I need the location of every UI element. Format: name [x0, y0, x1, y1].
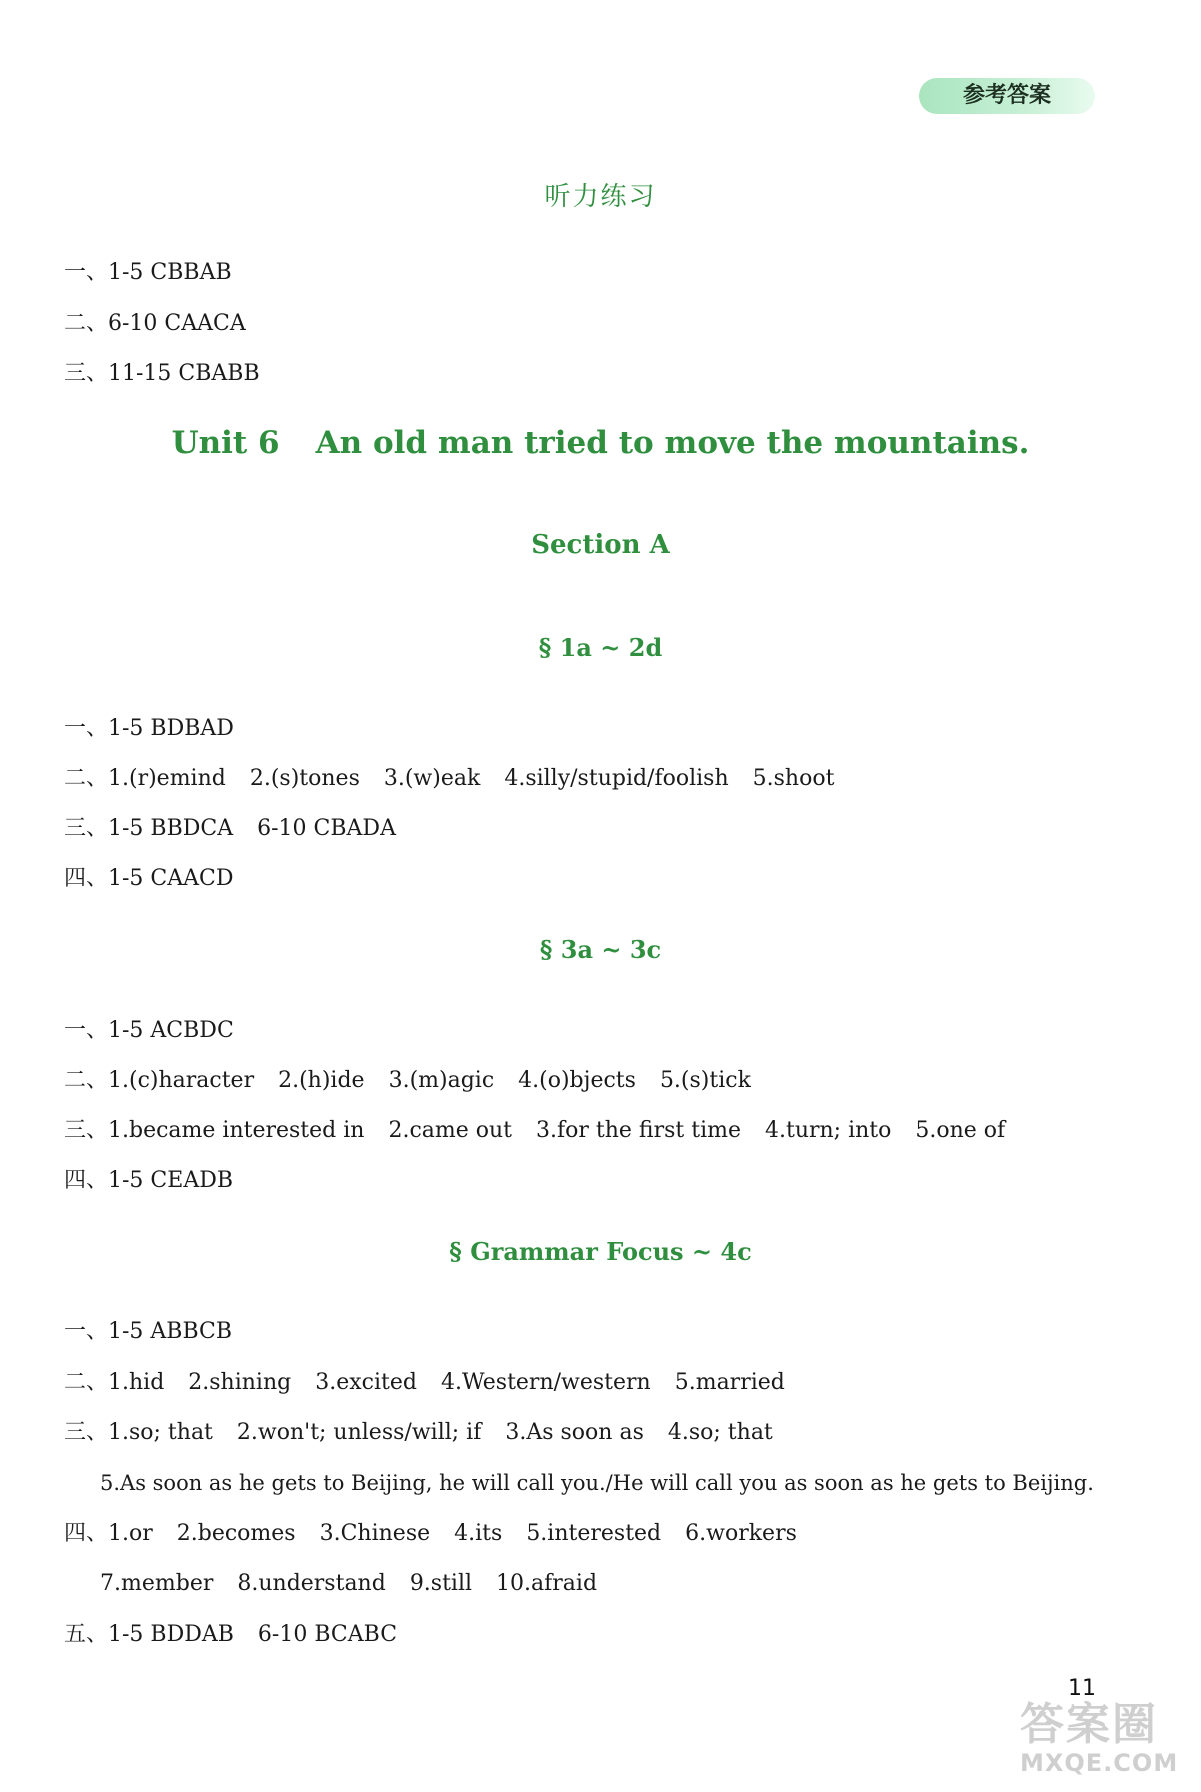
answer-line — [64, 1620, 421, 1650]
answer-line — [64, 1166, 233, 1196]
answer-item: 10.afraid — [496, 1571, 598, 1596]
part-heading-3a-3c: § 3a ~ 3c — [539, 935, 662, 964]
answer-item: 二、1.(r)emind — [64, 766, 226, 791]
answer-item: 一、1-5 ABBCB — [64, 1319, 233, 1344]
answer-line — [64, 714, 234, 744]
answer-line — [64, 864, 234, 894]
answer-item: 4.silly/stupid/foolish — [504, 766, 729, 791]
answer-item: 四、1.or — [64, 1521, 153, 1546]
answer-line — [64, 764, 858, 794]
answer-line — [64, 1519, 821, 1549]
answer-item: 5.one of — [915, 1118, 1006, 1143]
listening-line-3: 三、11-15 CBABB — [64, 361, 260, 386]
answer-line — [64, 1317, 232, 1347]
part-heading-1a-2d: § 1a ~ 2d — [538, 633, 663, 662]
listening-practice-title: 听力练习 — [544, 182, 657, 212]
listening-line-1: 一、1-5 CBBAB — [64, 260, 232, 285]
answer-line — [64, 1368, 809, 1398]
answer-item: 5.interested — [526, 1521, 662, 1546]
answer-item: 四、1-5 CAACD — [64, 866, 234, 891]
answer-item: 2.won't; unless/will; if — [236, 1420, 482, 1445]
answer-item: 2.shining — [188, 1370, 292, 1395]
answer-item: 8.understand — [237, 1571, 386, 1596]
answer-item: 一、1-5 BDBAD — [64, 716, 234, 741]
answer-item: 6-10 BCABC — [257, 1622, 398, 1647]
answer-item: 4.(o)bjects — [518, 1068, 636, 1093]
answer-item: 2.(h)ide — [278, 1068, 365, 1093]
answer-item: 6.workers — [685, 1521, 797, 1546]
answer-item: 二、1.(c)haracter — [64, 1068, 255, 1093]
answer-line — [100, 1468, 1094, 1498]
unit-heading — [0, 425, 1201, 461]
answer-line — [64, 1116, 1029, 1146]
answer-item: 3.(m)agic — [388, 1068, 495, 1093]
unit-title: An old man tried to move the mountains. — [315, 425, 1030, 461]
listening-line-2: 二、6-10 CAACA — [64, 311, 246, 336]
watermark-logo-text: 答案圈 — [1020, 1699, 1158, 1750]
answer-item: 3.Chinese — [319, 1521, 431, 1546]
part-heading-grammar-focus-4c: § Grammar Focus ~ 4c — [449, 1237, 752, 1266]
answer-line — [64, 1016, 234, 1046]
answer-item: 3.for the first time — [536, 1118, 741, 1143]
answer-item: 二、1.hid — [64, 1370, 165, 1395]
answer-item: 3.As soon as — [505, 1420, 644, 1445]
answer-item: 2.came out — [388, 1118, 513, 1143]
watermark-url: MXQE.COM — [1020, 1749, 1179, 1777]
answer-line — [100, 1569, 621, 1599]
answer-item: 6-10 CBADA — [257, 816, 396, 841]
answer-item: 五、1-5 BDDAB — [64, 1622, 234, 1647]
answer-item: 4.its — [454, 1521, 503, 1546]
answer-item: 3.(w)eak — [383, 766, 481, 791]
answer-item: 4.turn; into — [765, 1118, 892, 1143]
answer-item: 三、1.became interested in — [64, 1118, 365, 1143]
answer-line — [64, 814, 420, 844]
answer-item: 9.still — [409, 1571, 473, 1596]
answer-item: 4.so; that — [667, 1420, 773, 1445]
answer-item: 三、1-5 BBDCA — [64, 816, 234, 841]
answer-line — [64, 1066, 775, 1096]
answer-item: 3.excited — [315, 1370, 417, 1395]
site-watermark — [1020, 1700, 1190, 1780]
answer-item: 2.(s)tones — [249, 766, 360, 791]
answer-item: 5.married — [674, 1370, 785, 1395]
answer-item: 四、1-5 CEADB — [64, 1168, 234, 1193]
page-number: 11 — [1068, 1676, 1096, 1701]
answer-key-badge: 参考答案 — [919, 78, 1095, 114]
answer-item: 三、1.so; that — [64, 1420, 213, 1445]
answer-item: 2.becomes — [176, 1521, 296, 1546]
unit-number: Unit 6 — [171, 425, 280, 461]
answer-item: 5.(s)tick — [659, 1068, 751, 1093]
answer-item: 5.shoot — [752, 766, 835, 791]
answer-item: 7.member — [100, 1571, 214, 1596]
answer-item: 4.Western/western — [440, 1370, 651, 1395]
answer-item: 5.As soon as he gets to Beijing, he will call you./He will call you as soon as he gets to Beijing. — [100, 1471, 1094, 1495]
answer-item: 一、1-5 ACBDC — [64, 1018, 234, 1043]
answer-line — [64, 1418, 797, 1448]
section-heading: Section A — [531, 530, 670, 560]
